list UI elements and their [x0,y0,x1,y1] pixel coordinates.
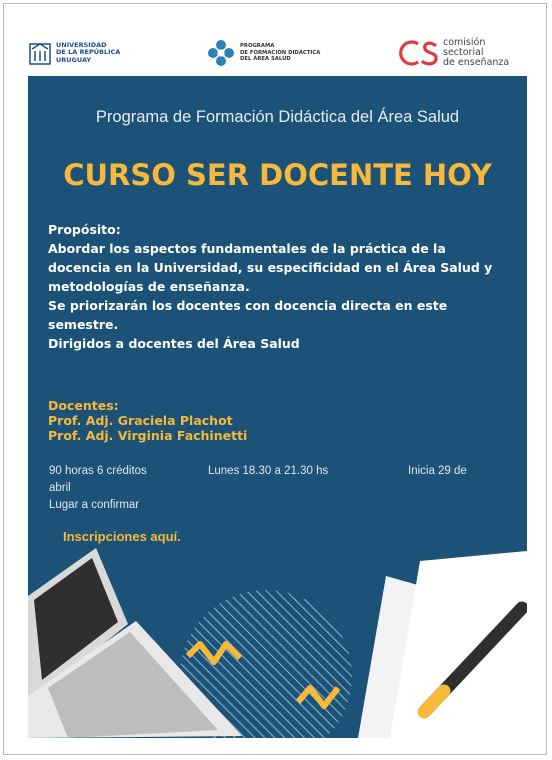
pfd-logo [206,33,326,73]
course-poster [28,76,527,738]
purpose-text: Abordar los aspectos fundamentales de la práctica de la docencia en la Universidad, su especificidad en el Área Salud y metodologías de enseñanza. [48,241,493,294]
cse-logo-text: comisión sectorial de enseñanza [443,37,510,68]
udelar-logo-text: UNIVERSIDAD DE LA REPÚBLICA URUGUAY [56,40,121,64]
course-place: Lugar a confirmar [49,499,140,511]
cross-emblem-icon [206,38,236,68]
teachers-heading: Docentes: [48,398,119,413]
logo-bar [28,33,527,73]
teacher-name: Prof. Adj. Graciela Plachot [48,413,233,428]
teacher-name: Prof. Adj. Virginia Fachinetti [48,428,248,443]
cse-monogram-icon [398,38,441,68]
course-start: Inicia 29 de [408,465,467,477]
audience-text: Dirigidos a docentes del Área Salud [48,336,300,351]
course-title: CURSO SER DOCENTE HOY [63,158,492,192]
course-description [48,220,508,353]
udelar-logo [28,33,124,73]
teachers-block [48,398,247,443]
cse-logo [398,33,527,73]
pfd-logo-text: PROGRAMA DE FORMACIÓN DIDÁCTICA DEL ÁREA SALUD [240,43,321,63]
priority-text: Se priorizarán los docentes con docencia directa en este semestre. [48,298,448,332]
course-schedule: Lunes 18.30 a 21.30 hs [208,465,329,477]
course-hours: 90 horas 6 créditos abril [49,465,147,494]
program-subtitle: Programa de Formación Didáctica del Área Salud [95,108,460,126]
enroll-link[interactable]: Inscripciones aquí. [63,529,181,544]
purpose-heading: Propósito: [48,222,121,237]
building-icon [28,40,52,66]
